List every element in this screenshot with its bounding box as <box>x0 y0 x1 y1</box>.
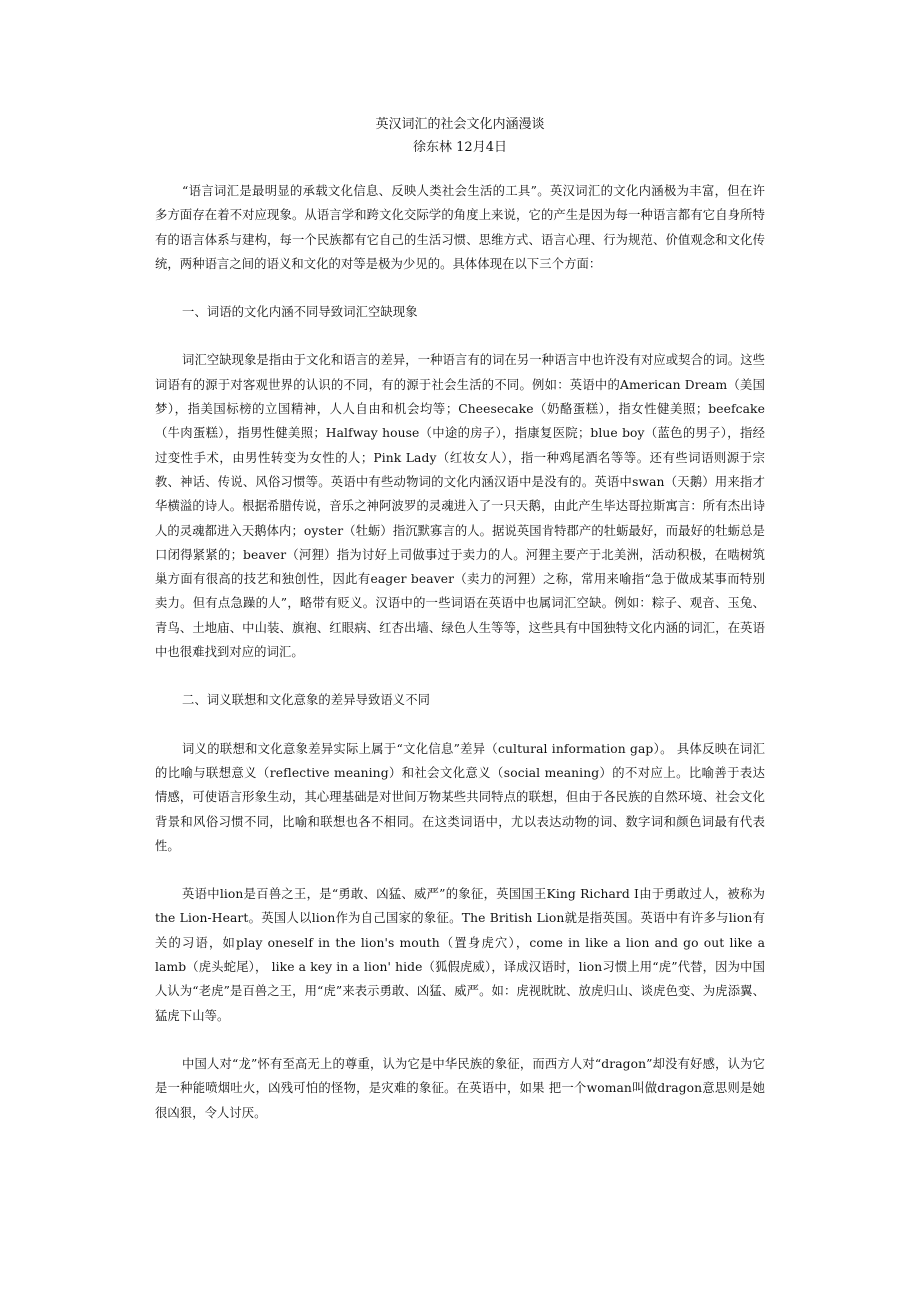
spacer <box>155 713 765 737</box>
placeholder-glyph <box>155 324 765 348</box>
paragraph-lion: 英语中lion是百兽之王，是“勇敢、凶猛、威严”的象征，英国国王King Richard I由于勇敢过人，被称为the Lion-Heart。英国人以lion作为自己国家的象征。The British Lion就是指英国。英语中有许多与lion有关的习语，如play oneself in the lion's mouth（置身虎穴），come in like a lion and go out like a lamb（虎头蛇尾）， like a key in a lion' hide（狐假虎威），译成汉语时，lion习惯上用“虎”代替，因为中国人认为“老虎”是百兽之王，用“虎”来表示勇敢、凶猛、威严。如：虎视眈眈、放虎归山、谈虎色变、为虎添翼、猛虎下山等。 <box>155 887 765 1023</box>
document-body <box>155 179 765 1125</box>
document-byline: 徐东林 12月4日 <box>413 140 507 155</box>
spacer <box>155 1028 765 1052</box>
section-heading-2: 二、词义联想和文化意象的差异导致语义不同 <box>182 693 430 708</box>
section-heading-1: 一、词语的文化内涵不同导致词汇空缺现象 <box>182 305 418 320</box>
paragraph-vocabulary-gap: 词汇空缺现象是指由于文化和语言的差异，一种语言有的词在另一种语言中也许没有对应或契合的词。这些词语有的源于对客观世界的认识的不同，有的源于社会生活的不同。例如：英语中的American Dream（美国梦），指美国标榜的立国精神，人人自由和机会均等；Cheesecake（奶酪蛋糕），指女性健美照；beefcake（牛肉蛋糕），指男性健美照；Halfway house（中途的房子），指康复医院；blue boy（蓝色的男子），指经过变性手术，由男性转变为女性的人；Pink Lady（红妆女人），指一种鸡尾酒名等等。还有些词语则源于宗教、神话、传说、风俗习惯等。英语中有些动物词的文化内涵汉语中是没有的。英语中swan（天鹅）用来指才华横溢的诗人。根据希腊传说，音乐之神阿波罗的灵魂进入了一只天鹅，由此产生毕达哥拉斯寓言：所有杰出诗人的灵魂都进入天鹅体内；oyster（牡蛎）指沉默寡言的人。据说英国肯特郡产的牡蛎最好，而最好的牡蛎总是口闭得紧紧的；beaver（河狸）指为讨好上司做事过于卖力的人。河狸主要产于北美洲，活动积极，在啮树筑巢方面有很高的技艺和独创性，因此有eager beaver（卖力的河狸）之称，常用来喻指“急于做成某事而特别卖力。但有点急躁的人”，略带有贬义。汉语中的一些词语在英语中也属词汇空缺。例如：粽子、观音、玉兔、青鸟、土地庙、中山装、旗袍、红眼病、红杏出墙、绿色人生等等，这些具有中国独特文化内涵的词汇，在英语中也很难找到对应的词汇。 <box>155 353 765 660</box>
spacer <box>155 664 765 688</box>
intro-paragraph: “语言词汇是最明显的承载文化信息、反映人类社会生活的工具”。英汉词汇的文化内涵极为丰富，但在许多方面存在着不对应现象。从语言学和跨文化交际学的角度上来说，它的产生是因为每一种语言都有它自身所特有的语言体系与建构，每一个民族都有它自己的生活习惯、思维方式、语言心理、行为规范、价值观念和文化传统，两种语言之间的语义和文化的对等是极为少见的。具体体现在以下三个方面： <box>155 184 765 271</box>
spacer <box>155 858 765 882</box>
placeholder-glyph <box>155 276 765 300</box>
paragraph-dragon: 中国人对“龙”怀有至高无上的尊重，认为它是中华民族的象征，而西方人对“dragon”却没有好感，认为它是一种能喷烟吐火，凶残可怕的怪物，是灾难的象征。在英语中，如果 把一个woman叫做dragon意思则是她很凶狠，令人讨厌。 <box>155 1056 765 1120</box>
paragraph-cultural-information: 词义的联想和文化意象差异实际上属于“文化信息”差异（cultural information gap）。 具体反映在词汇的比喻与联想意义（reflective meaning）和社会文化意义（social meaning）的不对应上。比喻善于表达情感，可使语言形象生动，其心理基础是对世间万物某些共同特点的联想，但由于各民族的自然环境、社会文化背景和风俗习惯不同，比喻和联想也各不相同。在这类词语中，尤以表达动物的词、数字词和颜色词最有代表性。 <box>155 741 765 853</box>
document-title: 英汉词汇的社会文化内涵漫谈 <box>375 117 545 132</box>
